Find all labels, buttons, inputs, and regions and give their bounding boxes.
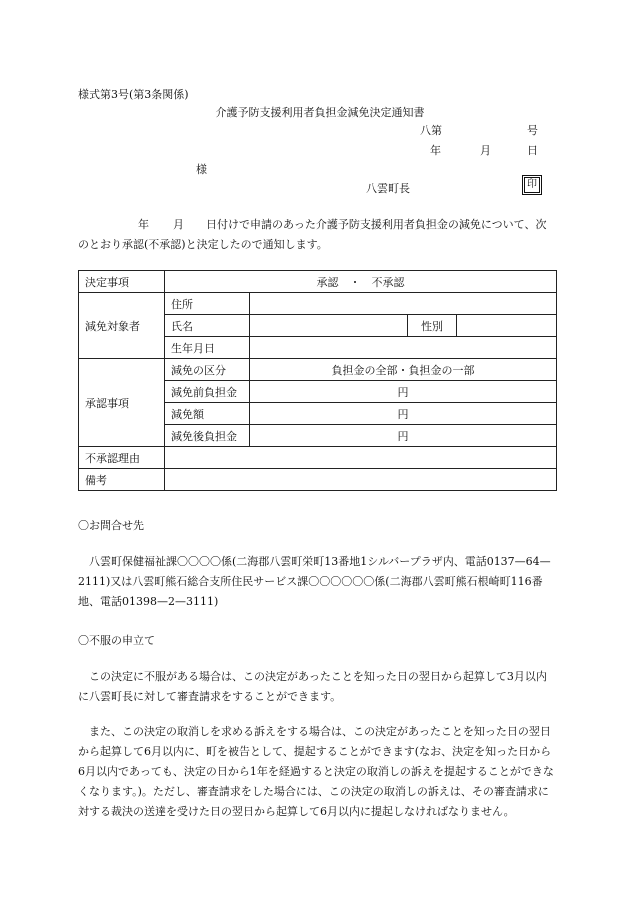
table-row: [79, 469, 557, 491]
dob-label: 生年月日: [165, 337, 250, 359]
form-number: 様式第3号(第3条関係): [78, 88, 189, 101]
seal-stamp: 印: [524, 177, 540, 193]
rejection-reason-label: 不承認理由: [79, 447, 165, 469]
appeal-heading: 〇不服の申立て: [78, 634, 155, 647]
reduction-amount-label: 減免額: [165, 403, 250, 425]
appeal-paragraph-1: この決定に不服がある場合は、この決定があったことを知った日の翌日から起算して3月以内に八雲町長に対して審査請求をすることができます。: [78, 670, 547, 703]
name-label: 氏名: [165, 315, 250, 337]
remarks-field[interactable]: [165, 469, 557, 491]
after-amount-label: 減免後負担金: [165, 425, 250, 447]
appeal-paragraph-2: また、この決定の取消しを求める訴えをする場合は、この決定があったことを知った日の翌日から起算して6月以内に、町を被告として、提起することができます(なお、決定を知った日から6月以内であっても、決定の日から1年を経過すると決定の取消しの訴えを提起することができなくなります。)。ただし、審査請求をした場合には、この決定の取消しの訴えは、その審査請求に対する裁決の送達を受けた日の翌日から起算して6月以内に提起しなければなりません。: [78, 725, 554, 818]
table-row: [79, 271, 557, 293]
date-year-label: 年: [430, 144, 441, 157]
remarks-label: 備考: [79, 469, 165, 491]
table-row: [79, 447, 557, 469]
table-row: [79, 359, 557, 381]
address-field[interactable]: [250, 293, 557, 315]
document-number-prefix: 八第: [420, 124, 442, 137]
date-day-label: 日: [527, 144, 538, 157]
rejection-reason-field[interactable]: [165, 447, 557, 469]
target-label: 減免対象者: [79, 293, 165, 359]
after-amount-yen: 円: [250, 425, 557, 447]
before-amount-yen: 円: [250, 381, 557, 403]
reduction-amount-yen: 円: [250, 403, 557, 425]
gender-field[interactable]: [457, 315, 557, 337]
category-value: 負担金の全部・負担金の一部: [250, 359, 557, 381]
intro-paragraph: [78, 215, 556, 255]
contact-paragraph: 八雲町保健福祉課〇〇〇〇係(二海郡八雲町栄町13番地1シルバープラザ内、電話0137—64—2111)又は八雲町熊石総合支所住民サービス課〇〇〇〇〇〇係(二海郡八雲町熊石根崎町116番地、電話01398—2—3111): [78, 555, 551, 608]
name-field[interactable]: [250, 315, 408, 337]
decision-label: 決定事項: [79, 271, 165, 293]
intro-year-label: 年: [138, 218, 149, 231]
before-amount-label: 減免前負担金: [165, 381, 250, 403]
addressee-honorific: 様: [196, 163, 207, 176]
decision-value: 承認 ・ 不承認: [165, 271, 557, 293]
table-row: [79, 293, 557, 315]
document-title: 介護予防支援利用者負担金減免決定通知書: [215, 106, 425, 119]
intro-month-label: 月: [173, 218, 184, 231]
category-label: 減免の区分: [165, 359, 250, 381]
dob-field[interactable]: [250, 337, 557, 359]
issuer-name: 八雲町長: [366, 182, 410, 195]
decision-table: [78, 270, 557, 491]
gender-label: 性別: [408, 315, 457, 337]
approval-label: 承認事項: [79, 359, 165, 447]
intro-body: 日付けで申請のあった介護予防支援利用者負担金の減免について、次のとおり承認(不承認)と決定したので通知します。: [78, 218, 547, 251]
address-label: 住所: [165, 293, 250, 315]
document-number-suffix: 号: [527, 124, 538, 137]
contact-heading: 〇お問合せ先: [78, 519, 144, 532]
date-month-label: 月: [480, 144, 491, 157]
